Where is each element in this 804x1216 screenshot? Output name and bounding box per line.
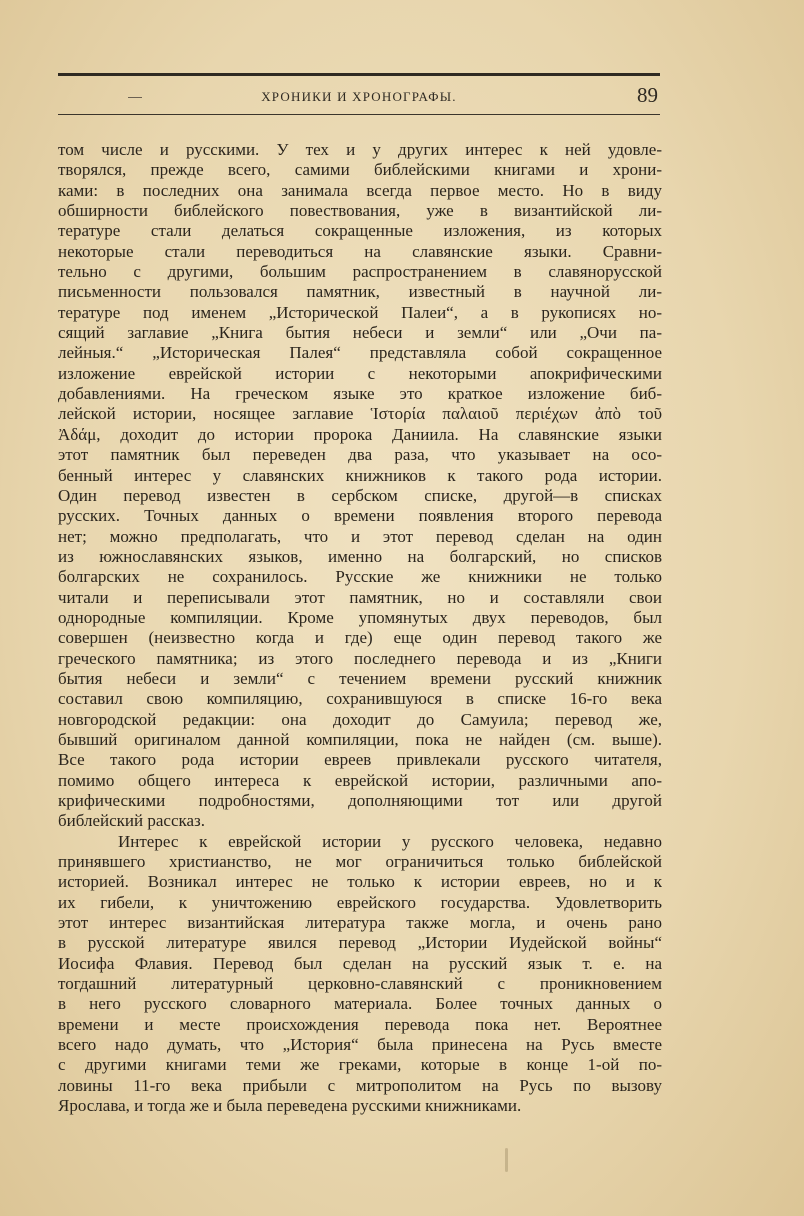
- text-line: бытия небеси и земли“ с течением времени русский книжник: [58, 668, 662, 688]
- text-line: лейской истории, носящее заглавие Ἱστορία παλαιοῦ περιέχων ἀπὸ τοῦ: [58, 404, 662, 424]
- text-line: этот интерес византийская литература также могла, и очень рано: [58, 913, 662, 933]
- paragraph: [58, 140, 662, 832]
- header-top-rule: [58, 73, 660, 76]
- text-line: времени и месте происхождения перевода пока нет. Вероятнее: [58, 1014, 662, 1034]
- text-line: нет; можно предполагать, что и этот перевод сделан на один: [58, 526, 662, 546]
- text-line: в русской литературе явился перевод „Истории Иудейской войны“: [58, 933, 662, 953]
- text-line: составил свою компиляцию, сохранившуюся в списке 16-го века: [58, 689, 662, 709]
- text-line: ловины 11-го века прибыли с митрополитом на Русь по вызову: [58, 1075, 662, 1095]
- text-line: из южнославянских языков, именно на болгарский, но списков: [58, 546, 662, 566]
- text-line: их гибели, к уничтожению еврейского государства. Удовлетворить: [58, 892, 662, 912]
- paper-mark: [505, 1148, 508, 1172]
- text-line: обширности библейского повествования, уже в византийской ли-: [58, 201, 662, 221]
- text-line: библейский рассказ.: [58, 811, 205, 831]
- text-line: в него русского словарного материала. Более точных данных о: [58, 994, 662, 1014]
- header-bottom-rule: [58, 114, 660, 115]
- text-line: греческого памятника; из этого последнего перевода и из „Книги: [58, 648, 662, 668]
- text-line: сящий заглавие „Книга бытия небеси и земли“ или „Очи па-: [58, 323, 662, 343]
- paragraph: [58, 832, 662, 1117]
- text-line: тературе стали делаться сокращенные изложения, из которых: [58, 221, 662, 241]
- text-line: творялся, прежде всего, самими библейскими книгами и хрони-: [58, 160, 662, 180]
- text-line: лейныя.“ „Историческая Палея“ представляла собой сокращенное: [58, 343, 662, 363]
- running-head-title: ХРОНИКИ И ХРОНОГРАФЫ.: [261, 89, 457, 104]
- text-line: Ἀδάμ, доходит до истории пророка Даниила. На славянские языки: [58, 424, 662, 444]
- text-line: болгарских не сохранилось. Русские же книжники не только: [58, 567, 662, 587]
- text-line: с другими книгами теми же греками, которые в конце 1-ой по-: [58, 1055, 662, 1075]
- body-text: [58, 140, 662, 1117]
- text-line: Один перевод известен в сербском списке, другой—в списках: [58, 485, 662, 505]
- text-line: Иосифа Флавия. Перевод был сделан на русский язык т. е. на: [58, 953, 662, 973]
- text-line: историей. Возникал интерес не только к истории евреев, но и к: [58, 872, 662, 892]
- text-line: том числе и русскими. У тех и у других интерес к ней удовле-: [58, 140, 662, 159]
- text-line: тельно с другими, большим распространением в славянорусской: [58, 262, 662, 282]
- text-line: тературе под именем „Исторической Палеи“, а в рукописях но-: [58, 302, 662, 322]
- text-line: всего надо думать, что „История“ была принесена на Русь вместе: [58, 1035, 662, 1055]
- text-line: Ярослава, и тогда же и была переведена русскими книжниками.: [58, 1096, 522, 1116]
- text-line: бывший оригиналом данной компиляции, пока не найден (см. выше).: [58, 729, 662, 749]
- text-line: новгородской редакции: она доходит до Самуила; перевод же,: [58, 709, 662, 729]
- text-line: бенный интерес у славянских книжников к такого рода истории.: [58, 465, 662, 485]
- text-line: принявшего христианство, не мог ограничиться только библейской: [58, 852, 662, 872]
- text-line: однородные компиляции. Кроме упомянутых двух переводов, был: [58, 607, 662, 627]
- page-number: 89: [637, 83, 658, 107]
- text-line: ками: в последних она занимала всегда первое место. Но в виду: [58, 180, 662, 200]
- text-line: тогдашний литературный церковно-славянский с проникновением: [58, 974, 662, 994]
- text-line: письменности пользовался памятник, известный в научной ли-: [58, 282, 662, 302]
- text-line: некоторые стали переводиться на славянские языки. Сравни-: [58, 241, 662, 261]
- running-head: [58, 83, 660, 111]
- text-line: читали и переписывали этот памятник, но и составляли свои: [58, 587, 662, 607]
- text-line: изложение еврейской истории с некоторыми апокрифическими: [58, 363, 662, 383]
- text-line: крифическими подробностями, дополняющими тот или другой: [58, 791, 662, 810]
- text-line: совершен (неизвестно когда и где) еще один перевод такого же: [58, 628, 662, 648]
- text-line: Все такого рода истории евреев привлекали русского читателя,: [58, 750, 662, 770]
- text-line: этот памятник был переведен два раза, что указывает на осо-: [58, 445, 662, 465]
- text-line: русских. Точных данных о времени появления второго перевода: [58, 506, 662, 526]
- text-line: Интерес к еврейской истории у русского человека, недавно: [118, 831, 662, 851]
- text-line: добавлениями. На греческом языке это краткое изложение биб-: [58, 384, 662, 404]
- text-line: помимо общего интереса к еврейской истории, различными апо-: [58, 770, 662, 790]
